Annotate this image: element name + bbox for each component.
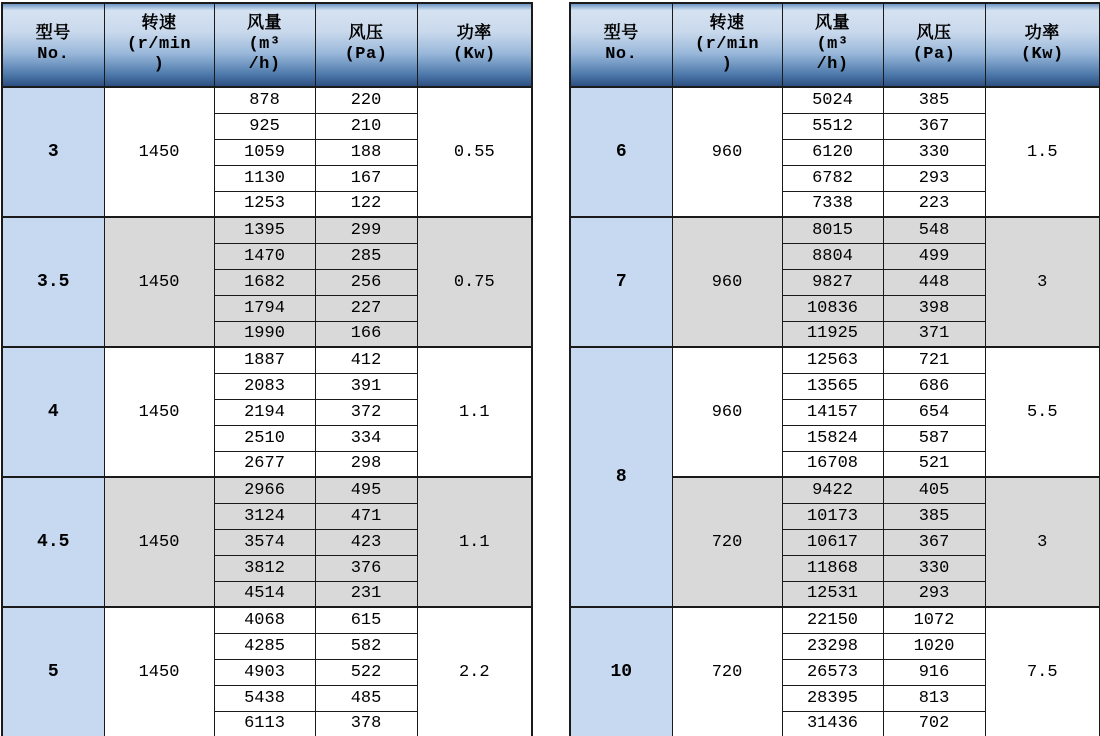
pressure-cell: 1020 — [883, 633, 985, 659]
pressure-cell: 499 — [883, 243, 985, 269]
flow-cell: 2510 — [214, 425, 315, 451]
header-line: No. — [605, 45, 638, 64]
flow-cell: 878 — [214, 87, 315, 113]
flow-cell: 5024 — [782, 87, 883, 113]
flow-cell: 1059 — [214, 139, 315, 165]
header-line: (m³ — [816, 34, 849, 54]
pressure-cell: 521 — [883, 451, 985, 477]
spec-row — [570, 87, 1100, 113]
flow-cell: 3574 — [214, 529, 315, 555]
header-row — [2, 3, 532, 87]
flow-cell: 1990 — [214, 321, 315, 347]
model-cell: 8 — [570, 347, 672, 607]
header-line: 功率 — [1024, 24, 1060, 44]
flow-cell: 13565 — [782, 373, 883, 399]
pressure-cell: 122 — [315, 191, 417, 217]
speed-cell: 960 — [672, 87, 782, 217]
header-line: (Pa) — [912, 45, 956, 64]
flow-cell: 2083 — [214, 373, 315, 399]
pressure-cell: 448 — [883, 269, 985, 295]
header-line: 转速 — [141, 14, 177, 34]
header-model — [570, 3, 672, 87]
flow-cell: 4514 — [214, 581, 315, 607]
header-line: 风量 — [247, 14, 282, 34]
pressure-cell: 485 — [315, 685, 417, 711]
flow-cell: 16708 — [782, 451, 883, 477]
pressure-cell: 330 — [883, 555, 985, 581]
pressure-cell: 615 — [315, 607, 417, 633]
spec-row — [570, 217, 1100, 243]
speed-cell: 1450 — [104, 347, 214, 477]
flow-cell: 2966 — [214, 477, 315, 503]
flow-cell: 1794 — [214, 295, 315, 321]
header-pressure — [883, 3, 985, 87]
flow-cell: 1682 — [214, 269, 315, 295]
header-line: 风压 — [916, 24, 952, 44]
header-speed — [672, 3, 782, 87]
header-line: (r/min — [126, 34, 192, 54]
pressure-cell: 1072 — [883, 607, 985, 633]
flow-cell: 6113 — [214, 711, 315, 736]
header-row — [570, 3, 1100, 87]
table-body — [2, 87, 532, 736]
spec-row — [570, 347, 1100, 373]
header-line: /h) — [248, 55, 281, 75]
flow-cell: 12531 — [782, 581, 883, 607]
model-cell: 6 — [570, 87, 672, 217]
pressure-cell: 587 — [883, 425, 985, 451]
pressure-cell: 495 — [315, 477, 417, 503]
flow-cell: 10836 — [782, 295, 883, 321]
flow-cell: 2194 — [214, 399, 315, 425]
header-line: (r/min — [694, 34, 760, 54]
model-cell: 3 — [2, 87, 104, 217]
pressure-cell: 522 — [315, 659, 417, 685]
pressure-cell: 188 — [315, 139, 417, 165]
header-flow — [214, 3, 315, 87]
header-model — [2, 3, 104, 87]
pressure-cell: 285 — [315, 243, 417, 269]
flow-cell: 9827 — [782, 269, 883, 295]
pressure-cell: 391 — [315, 373, 417, 399]
pressure-cell: 372 — [315, 399, 417, 425]
header-flow — [782, 3, 883, 87]
pressure-cell: 231 — [315, 581, 417, 607]
pressure-cell: 223 — [883, 191, 985, 217]
model-cell: 4.5 — [2, 477, 104, 607]
pressure-cell: 367 — [883, 529, 985, 555]
pressure-cell: 293 — [883, 581, 985, 607]
spec-row — [2, 347, 532, 373]
power-cell: 7.5 — [985, 607, 1100, 736]
pressure-cell: 471 — [315, 503, 417, 529]
pressure-cell: 398 — [883, 295, 985, 321]
header-line: 转速 — [709, 14, 745, 34]
header-power — [417, 3, 532, 87]
pressure-cell: 916 — [883, 659, 985, 685]
spec-row — [2, 477, 532, 503]
model-cell: 5 — [2, 607, 104, 736]
flow-cell: 3812 — [214, 555, 315, 581]
pressure-cell: 376 — [315, 555, 417, 581]
header-line: 型号 — [603, 24, 639, 44]
header-line: 风量 — [815, 14, 850, 34]
header-power — [985, 3, 1100, 87]
pressure-cell: 227 — [315, 295, 417, 321]
flow-cell: 26573 — [782, 659, 883, 685]
flow-cell: 9422 — [782, 477, 883, 503]
flow-cell: 7338 — [782, 191, 883, 217]
header-line: No. — [37, 45, 70, 64]
pressure-cell: 298 — [315, 451, 417, 477]
spec-row — [570, 607, 1100, 633]
pressure-cell: 210 — [315, 113, 417, 139]
pressure-cell: 371 — [883, 321, 985, 347]
pressure-cell: 654 — [883, 399, 985, 425]
speed-cell: 1450 — [104, 607, 214, 736]
spec-row — [2, 87, 532, 113]
spec-row — [2, 607, 532, 633]
flow-cell: 6782 — [782, 165, 883, 191]
power-cell: 1.1 — [417, 347, 532, 477]
pressure-cell: 412 — [315, 347, 417, 373]
flow-cell: 31436 — [782, 711, 883, 736]
model-cell: 4 — [2, 347, 104, 477]
header-line: 功率 — [456, 24, 492, 44]
power-cell: 0.55 — [417, 87, 532, 217]
pressure-cell: 293 — [883, 165, 985, 191]
pressure-cell: 385 — [883, 87, 985, 113]
flow-cell: 11925 — [782, 321, 883, 347]
header-line: (m³ — [248, 34, 281, 54]
flow-cell: 14157 — [782, 399, 883, 425]
flow-cell: 1470 — [214, 243, 315, 269]
flow-cell: 2677 — [214, 451, 315, 477]
pressure-cell: 256 — [315, 269, 417, 295]
flow-cell: 22150 — [782, 607, 883, 633]
flow-cell: 4068 — [214, 607, 315, 633]
flow-cell: 6120 — [782, 139, 883, 165]
pressure-cell: 686 — [883, 373, 985, 399]
pressure-cell: 378 — [315, 711, 417, 736]
speed-cell: 960 — [672, 217, 782, 347]
flow-cell: 3124 — [214, 503, 315, 529]
power-cell: 3 — [985, 217, 1100, 347]
flow-cell: 4903 — [214, 659, 315, 685]
flow-cell: 5512 — [782, 113, 883, 139]
flow-cell: 12563 — [782, 347, 883, 373]
power-cell: 5.5 — [985, 347, 1100, 477]
flow-cell: 10617 — [782, 529, 883, 555]
pressure-cell: 385 — [883, 503, 985, 529]
flow-cell: 4285 — [214, 633, 315, 659]
flow-cell: 8804 — [782, 243, 883, 269]
table-header — [2, 3, 532, 87]
pressure-cell: 167 — [315, 165, 417, 191]
pressure-cell: 721 — [883, 347, 985, 373]
flow-cell: 5438 — [214, 685, 315, 711]
header-line: ) — [153, 55, 165, 75]
flow-cell: 11868 — [782, 555, 883, 581]
power-cell: 3 — [985, 477, 1100, 607]
flow-cell: 1253 — [214, 191, 315, 217]
header-line: (Pa) — [344, 45, 388, 64]
fan-spec-table-left — [1, 2, 533, 736]
flow-cell: 15824 — [782, 425, 883, 451]
pressure-cell: 220 — [315, 87, 417, 113]
header-line: (Kw) — [1020, 45, 1064, 64]
header-line: 风压 — [348, 24, 384, 44]
pressure-cell: 166 — [315, 321, 417, 347]
flow-cell: 28395 — [782, 685, 883, 711]
spec-row — [2, 217, 532, 243]
flow-cell: 1395 — [214, 217, 315, 243]
header-pressure — [315, 3, 417, 87]
speed-cell: 960 — [672, 347, 782, 477]
power-cell: 0.75 — [417, 217, 532, 347]
flow-cell: 1887 — [214, 347, 315, 373]
speed-cell: 720 — [672, 607, 782, 736]
pressure-cell: 367 — [883, 113, 985, 139]
table-header — [570, 3, 1100, 87]
pressure-cell: 299 — [315, 217, 417, 243]
speed-cell: 720 — [672, 477, 782, 607]
flow-cell: 23298 — [782, 633, 883, 659]
pressure-cell: 330 — [883, 139, 985, 165]
model-cell: 3.5 — [2, 217, 104, 347]
flow-cell: 1130 — [214, 165, 315, 191]
header-line: ) — [721, 55, 733, 75]
pressure-cell: 334 — [315, 425, 417, 451]
speed-cell: 1450 — [104, 87, 214, 217]
header-speed — [104, 3, 214, 87]
fan-spec-table-right — [569, 2, 1100, 736]
pressure-cell: 582 — [315, 633, 417, 659]
speed-cell: 1450 — [104, 477, 214, 607]
power-cell: 1.1 — [417, 477, 532, 607]
power-cell: 1.5 — [985, 87, 1100, 217]
pressure-cell: 813 — [883, 685, 985, 711]
header-line: 型号 — [35, 24, 71, 44]
speed-cell: 1450 — [104, 217, 214, 347]
header-line: /h) — [816, 55, 849, 75]
flow-cell: 10173 — [782, 503, 883, 529]
power-cell: 2.2 — [417, 607, 532, 736]
table-body — [570, 87, 1100, 736]
pressure-cell: 423 — [315, 529, 417, 555]
model-cell: 7 — [570, 217, 672, 347]
header-line: (Kw) — [452, 45, 496, 64]
flow-cell: 925 — [214, 113, 315, 139]
pressure-cell: 702 — [883, 711, 985, 736]
pressure-cell: 405 — [883, 477, 985, 503]
model-cell: 10 — [570, 607, 672, 736]
flow-cell: 8015 — [782, 217, 883, 243]
pressure-cell: 548 — [883, 217, 985, 243]
